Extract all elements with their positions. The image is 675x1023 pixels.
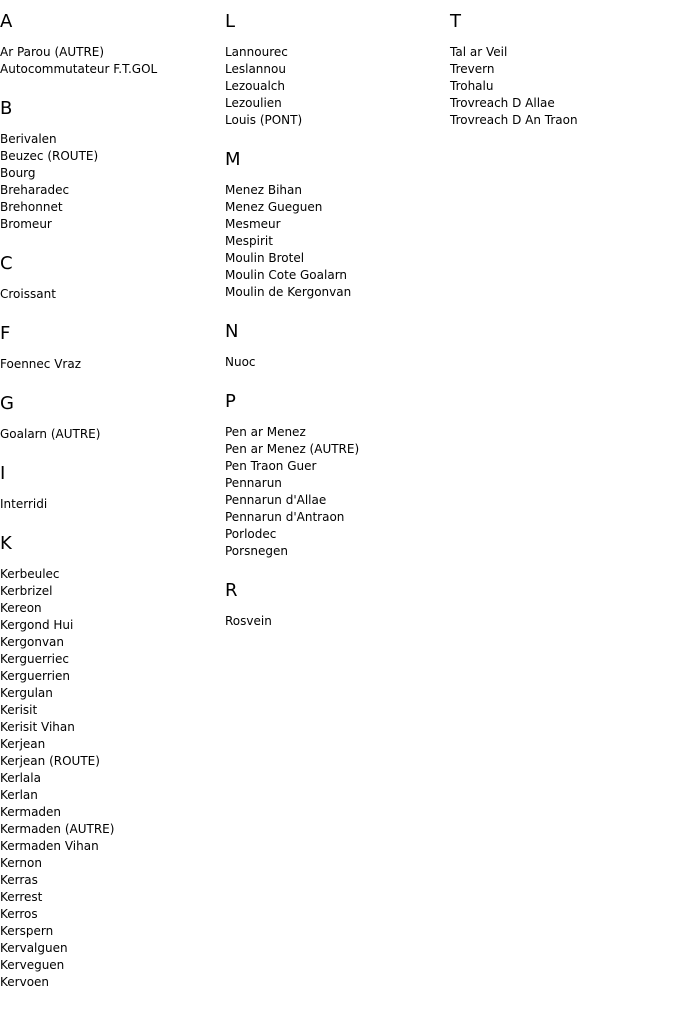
list-item [0, 753, 225, 770]
list-item [225, 95, 450, 112]
list-item [0, 356, 225, 373]
list-item [225, 61, 450, 78]
place-link[interactable]: Lezoulien [225, 96, 282, 110]
place-link[interactable]: Kerjean (ROUTE) [0, 754, 100, 768]
letter-section [0, 99, 225, 233]
place-link[interactable]: Nuoc [225, 355, 256, 369]
section-letter-heading: B [0, 98, 13, 119]
place-link[interactable]: Pennarun d'Antraon [225, 510, 345, 524]
list-item [0, 889, 225, 906]
letter-section [0, 324, 225, 373]
list-item [0, 496, 225, 513]
place-link[interactable]: Kernon [0, 856, 42, 870]
list-item [0, 770, 225, 787]
place-list [225, 44, 450, 129]
place-link[interactable]: Porsnegen [225, 544, 288, 558]
place-link[interactable]: Kereon [0, 601, 42, 615]
place-link[interactable]: Rosvein [225, 614, 272, 628]
list-item [0, 855, 225, 872]
place-link[interactable]: Mesmeur [225, 217, 281, 231]
place-link[interactable]: Kermaden (AUTRE) [0, 822, 115, 836]
list-item [225, 458, 450, 475]
place-link[interactable]: Kergonvan [0, 635, 65, 649]
letter-section [225, 150, 450, 301]
list-item [0, 617, 225, 634]
list-item [450, 95, 675, 112]
place-link[interactable]: Kerbrizel [0, 584, 53, 598]
list-item [225, 543, 450, 560]
list-item [450, 61, 675, 78]
list-item [225, 284, 450, 301]
list-item [0, 804, 225, 821]
place-link[interactable]: Berivalen [0, 132, 57, 146]
section-letter-heading: R [225, 580, 238, 601]
place-link[interactable]: Interridi [0, 497, 48, 511]
list-item [0, 872, 225, 889]
list-item [225, 233, 450, 250]
place-list [0, 426, 225, 443]
place-link[interactable]: Pennarun [225, 476, 282, 490]
place-link[interactable]: Goalarn (AUTRE) [0, 427, 101, 441]
list-item [0, 957, 225, 974]
place-link[interactable]: Kerguerriec [0, 652, 69, 666]
section-letter-heading: N [225, 321, 239, 342]
place-link[interactable]: Kerros [0, 907, 38, 921]
list-item [225, 354, 450, 371]
list-item [225, 199, 450, 216]
list-item [225, 492, 450, 509]
index-column-1 [0, 0, 225, 1012]
list-item [0, 719, 225, 736]
place-link[interactable]: Kergond Hui [0, 618, 74, 632]
place-link[interactable]: Kerjean [0, 737, 46, 751]
list-item [0, 566, 225, 583]
place-link[interactable]: Moulin de Kergonvan [225, 285, 352, 299]
list-item [0, 651, 225, 668]
place-list [225, 613, 450, 630]
letter-section [0, 254, 225, 303]
place-link[interactable]: Kerras [0, 873, 38, 887]
list-item [0, 216, 225, 233]
list-item [225, 44, 450, 61]
list-item [225, 509, 450, 526]
place-link[interactable]: Trovreach D An Traon [450, 113, 578, 127]
list-item [0, 906, 225, 923]
place-link[interactable]: Trevern [450, 62, 495, 76]
place-link[interactable]: Trohalu [450, 79, 494, 93]
list-item [0, 199, 225, 216]
letter-section [225, 322, 450, 371]
place-link[interactable]: Louis (PONT) [225, 113, 303, 127]
place-link[interactable]: Pen ar Menez (AUTRE) [225, 442, 360, 456]
place-link[interactable]: Moulin Brotel [225, 251, 305, 265]
place-link[interactable]: Kervalguen [0, 941, 68, 955]
list-item [0, 286, 225, 303]
section-letter-heading: I [0, 463, 6, 484]
list-item [0, 821, 225, 838]
place-link[interactable]: Kerlala [0, 771, 41, 785]
list-item [225, 441, 450, 458]
place-link[interactable]: Menez Gueguen [225, 200, 323, 214]
place-link[interactable]: Mespirit [225, 234, 273, 248]
place-list [0, 44, 225, 78]
letter-section [225, 12, 450, 129]
list-item [0, 940, 225, 957]
section-letter-heading: L [225, 11, 236, 32]
letter-section [0, 394, 225, 443]
place-link[interactable]: Autocommutateur F.T.GOL [0, 62, 158, 76]
list-item [0, 165, 225, 182]
list-item [0, 426, 225, 443]
place-link[interactable]: Menez Bihan [225, 183, 302, 197]
list-item [225, 424, 450, 441]
place-link[interactable]: Porlodec [225, 527, 277, 541]
place-link[interactable]: Kervoen [0, 975, 50, 989]
list-item [225, 526, 450, 543]
place-link[interactable]: Bromeur [0, 217, 52, 231]
place-link[interactable]: Kermaden Vihan [0, 839, 99, 853]
list-item [0, 600, 225, 617]
list-item [0, 583, 225, 600]
list-item [450, 112, 675, 129]
place-link[interactable]: Kerguerrien [0, 669, 70, 683]
place-list [450, 44, 675, 129]
place-link[interactable]: Kerrest [0, 890, 43, 904]
place-list [0, 566, 225, 991]
letter-section [0, 534, 225, 991]
place-list [225, 354, 450, 371]
place-link[interactable]: Kerlan [0, 788, 38, 802]
list-item [225, 78, 450, 95]
place-link[interactable]: Kerbeulec [0, 567, 60, 581]
list-item [0, 838, 225, 855]
place-link[interactable]: Leslannou [225, 62, 286, 76]
letter-section [225, 392, 450, 560]
index-column-3 [450, 0, 675, 150]
list-item [0, 685, 225, 702]
place-list [0, 496, 225, 513]
place-link[interactable]: Kermaden [0, 805, 62, 819]
place-link[interactable]: Moulin Cote Goalarn [225, 268, 348, 282]
list-item [0, 634, 225, 651]
place-link[interactable]: Kergulan [0, 686, 53, 700]
section-letter-heading: T [450, 11, 461, 32]
list-item [0, 702, 225, 719]
place-link[interactable]: Kerspern [0, 924, 54, 938]
list-item [0, 44, 225, 61]
letter-section [0, 12, 225, 78]
place-link[interactable]: Ar Parou (AUTRE) [0, 45, 105, 59]
list-item [225, 182, 450, 199]
list-item [0, 923, 225, 940]
list-item [0, 974, 225, 991]
list-item [0, 787, 225, 804]
index-column-2 [225, 0, 450, 651]
list-item [225, 112, 450, 129]
place-link[interactable]: Breharadec [0, 183, 70, 197]
list-item [225, 475, 450, 492]
letter-section [225, 581, 450, 630]
section-letter-heading: A [0, 11, 13, 32]
place-link[interactable]: Kerveguen [0, 958, 65, 972]
place-link[interactable]: Croissant [0, 287, 56, 301]
place-list [0, 356, 225, 373]
place-link[interactable]: Kerisit [0, 703, 38, 717]
list-item [225, 250, 450, 267]
place-link[interactable]: Brehonnet [0, 200, 63, 214]
place-link[interactable]: Tal ar Veil [450, 45, 508, 59]
section-letter-heading: F [0, 323, 11, 344]
place-link[interactable]: Foennec Vraz [0, 357, 81, 371]
section-letter-heading: G [0, 393, 14, 414]
section-letter-heading: M [225, 149, 241, 170]
list-item [225, 613, 450, 630]
place-list [225, 182, 450, 301]
place-link[interactable]: Pennarun d'Allae [225, 493, 327, 507]
list-item [450, 78, 675, 95]
list-item [0, 736, 225, 753]
place-link[interactable]: Trovreach D Allae [450, 96, 555, 110]
list-item [0, 148, 225, 165]
list-item [225, 216, 450, 233]
section-letter-heading: C [0, 253, 13, 274]
letter-section [0, 464, 225, 513]
place-link[interactable]: Beuzec (ROUTE) [0, 149, 99, 163]
place-link[interactable]: Pen ar Menez [225, 425, 306, 439]
place-link[interactable]: Bourg [0, 166, 36, 180]
place-list [0, 286, 225, 303]
list-item [0, 668, 225, 685]
place-link[interactable]: Lannourec [225, 45, 288, 59]
place-list [225, 424, 450, 560]
place-link[interactable]: Lezoualch [225, 79, 285, 93]
letter-section [450, 12, 675, 129]
list-item [0, 182, 225, 199]
list-item [0, 61, 225, 78]
section-letter-heading: K [0, 533, 12, 554]
list-item [225, 267, 450, 284]
place-list [0, 131, 225, 233]
list-item [450, 44, 675, 61]
section-letter-heading: P [225, 391, 236, 412]
place-link[interactable]: Pen Traon Guer [225, 459, 317, 473]
place-link[interactable]: Kerisit Vihan [0, 720, 75, 734]
list-item [0, 131, 225, 148]
